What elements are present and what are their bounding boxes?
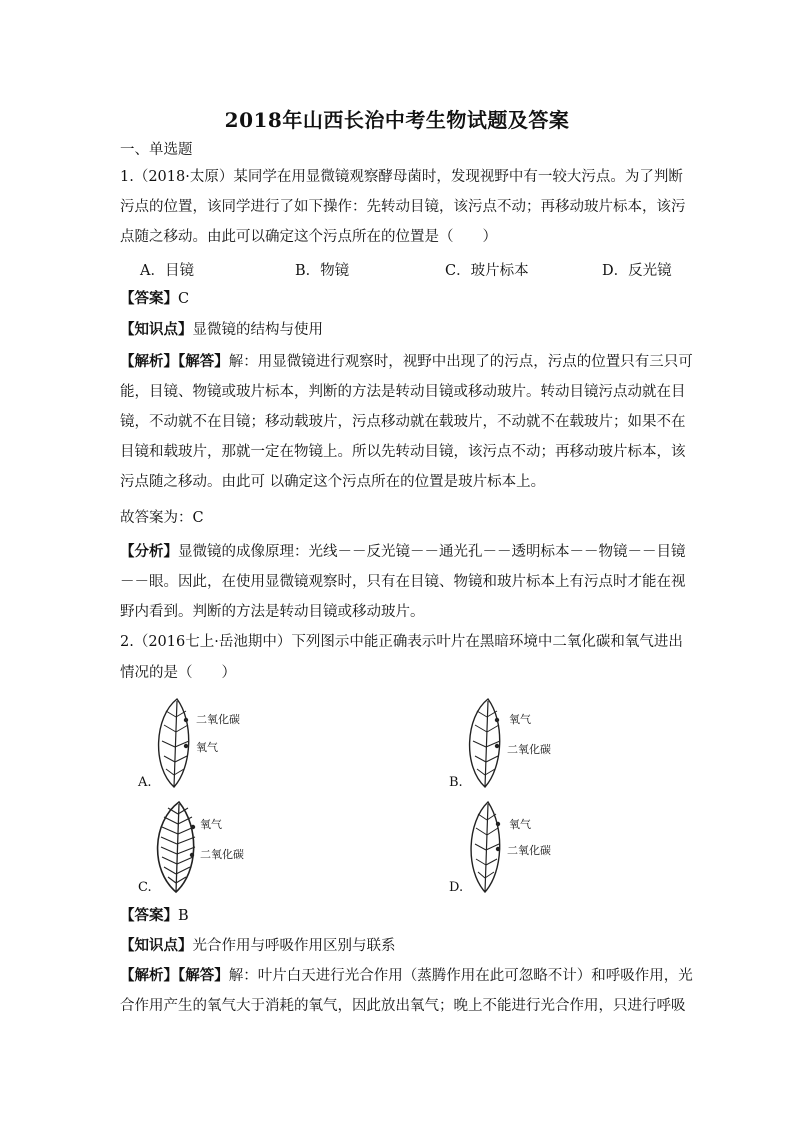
analysis-text: 解：用显微镜进行观察时，视野中出现了的污点，污点的位置只有三只可 <box>228 354 693 370</box>
figure-label-top: 氧气 <box>200 818 222 831</box>
analysis-tag: 【解析】【解答】 <box>120 353 229 370</box>
q1-option-d: D．反光镜 <box>602 263 672 279</box>
q2-knowledge <box>120 936 680 956</box>
leaf-figure-a <box>134 697 304 792</box>
q1-stem-line: 点随之移动。由此可以确定这个污点所在的位置是（ ） <box>120 229 497 245</box>
q2-analysis-line: 合作用产生的氧气大于消耗的氧气，因此放出氧气；晚上不能进行光合作用，只进行呼吸 <box>120 998 686 1014</box>
figure-letter: B. <box>449 775 463 790</box>
analysis2-tag: 【分析】 <box>120 543 178 560</box>
analysis-tag: 【解析】【解答】 <box>120 967 229 984</box>
answer-tag: 【答案】 <box>120 907 178 924</box>
q1-analysis-line: 目镜和载玻片，那就一定在物镜上。所以先转动目镜，该污点不动；再移动玻片标本，该 <box>120 444 686 460</box>
leaf-figure-c <box>134 800 304 895</box>
figure-letter: C. <box>138 880 152 895</box>
figure-label-bottom: 二氧化碳 <box>507 844 551 857</box>
page-title: 2018年山西长治中考生物试题及答案 <box>224 108 570 132</box>
q1-stem-line: 1.（2018·太原）某同学在用显微镜观察酵母菌时，发现视野中有一较大污点。为了判断 <box>120 169 683 185</box>
answer-tag: 【答案】 <box>120 290 178 307</box>
q1-analysis-line <box>120 352 693 372</box>
leaf-figure-b <box>445 697 615 792</box>
knowledge-value: 显微镜的结构与使用 <box>192 322 323 338</box>
q1-option-a: A．目镜 <box>140 263 194 279</box>
q1-option-b: B．物镜 <box>295 263 350 279</box>
q1-analysis-line: 污点随之移动。由此可 以确定这个污点所在的位置是玻片标本上。 <box>120 474 546 490</box>
q2-stem-line: 情况的是（ ） <box>120 665 236 681</box>
q2-answer <box>120 906 680 926</box>
q1-analysis-line: 镜，不动就不在目镜；移动载玻片，污点移动就在载玻片，不动就不在载玻片；如果不在 <box>120 414 686 430</box>
q2-analysis-line <box>120 966 693 986</box>
knowledge-tag: 【知识点】 <box>120 321 193 338</box>
figure-label-bottom: 二氧化碳 <box>200 848 244 861</box>
leaf-figure-d <box>445 800 615 895</box>
knowledge-tag: 【知识点】 <box>120 937 193 954</box>
q1-analysis2-line <box>120 542 686 562</box>
figure-letter: D. <box>449 880 464 895</box>
q1-answer <box>120 289 680 309</box>
figure-label-bottom: 氧气 <box>196 741 218 754</box>
q1-options <box>140 259 680 279</box>
figure-label-top: 氧气 <box>509 818 531 831</box>
q1-analysis2-line: 野内看到。判断的方法是转动目镜或移动玻片。 <box>120 604 425 620</box>
answer-value: C <box>178 291 190 307</box>
analysis2-text: 显微镜的成像原理：光线－－反光镜－－通光孔－－透明标本－－物镜－－目镜 <box>178 544 686 560</box>
q1-stem-line: 污点的位置，该同学进行了如下操作：先转动目镜，该污点不动；再移动玻片标本，该污 <box>120 199 686 215</box>
analysis-text: 解：叶片白天进行光合作用（蒸腾作用在此可忽略不计）和呼吸作用，光 <box>228 968 693 984</box>
figure-letter: A. <box>138 775 152 790</box>
figure-label-top: 氧气 <box>509 713 531 726</box>
answer-value: B <box>178 908 189 924</box>
section-heading: 一、单选题 <box>120 142 193 158</box>
q1-knowledge <box>120 320 680 340</box>
q2-stem-line: 2.（2016七上·岳池期中）下列图示中能正确表示叶片在黑暗环境中二氧化碳和氧气进出 <box>120 634 683 650</box>
q1-final-answer: 故答案为：C <box>120 510 204 526</box>
q1-option-c: C．玻片标本 <box>445 263 529 279</box>
figure-label-bottom: 二氧化碳 <box>507 743 551 756</box>
figure-label-top: 二氧化碳 <box>196 713 240 726</box>
q1-analysis2-line: －－眼。因此，在使用显微镜观察时，只有在目镜、物镜和玻片标本上有污点时才能在视 <box>120 574 686 590</box>
q1-analysis-line: 能，目镜、物镜或玻片标本，判断的方法是转动目镜或移动玻片。转动目镜污点动就在目 <box>120 384 686 400</box>
knowledge-value: 光合作用与呼吸作用区别与联系 <box>192 938 396 954</box>
